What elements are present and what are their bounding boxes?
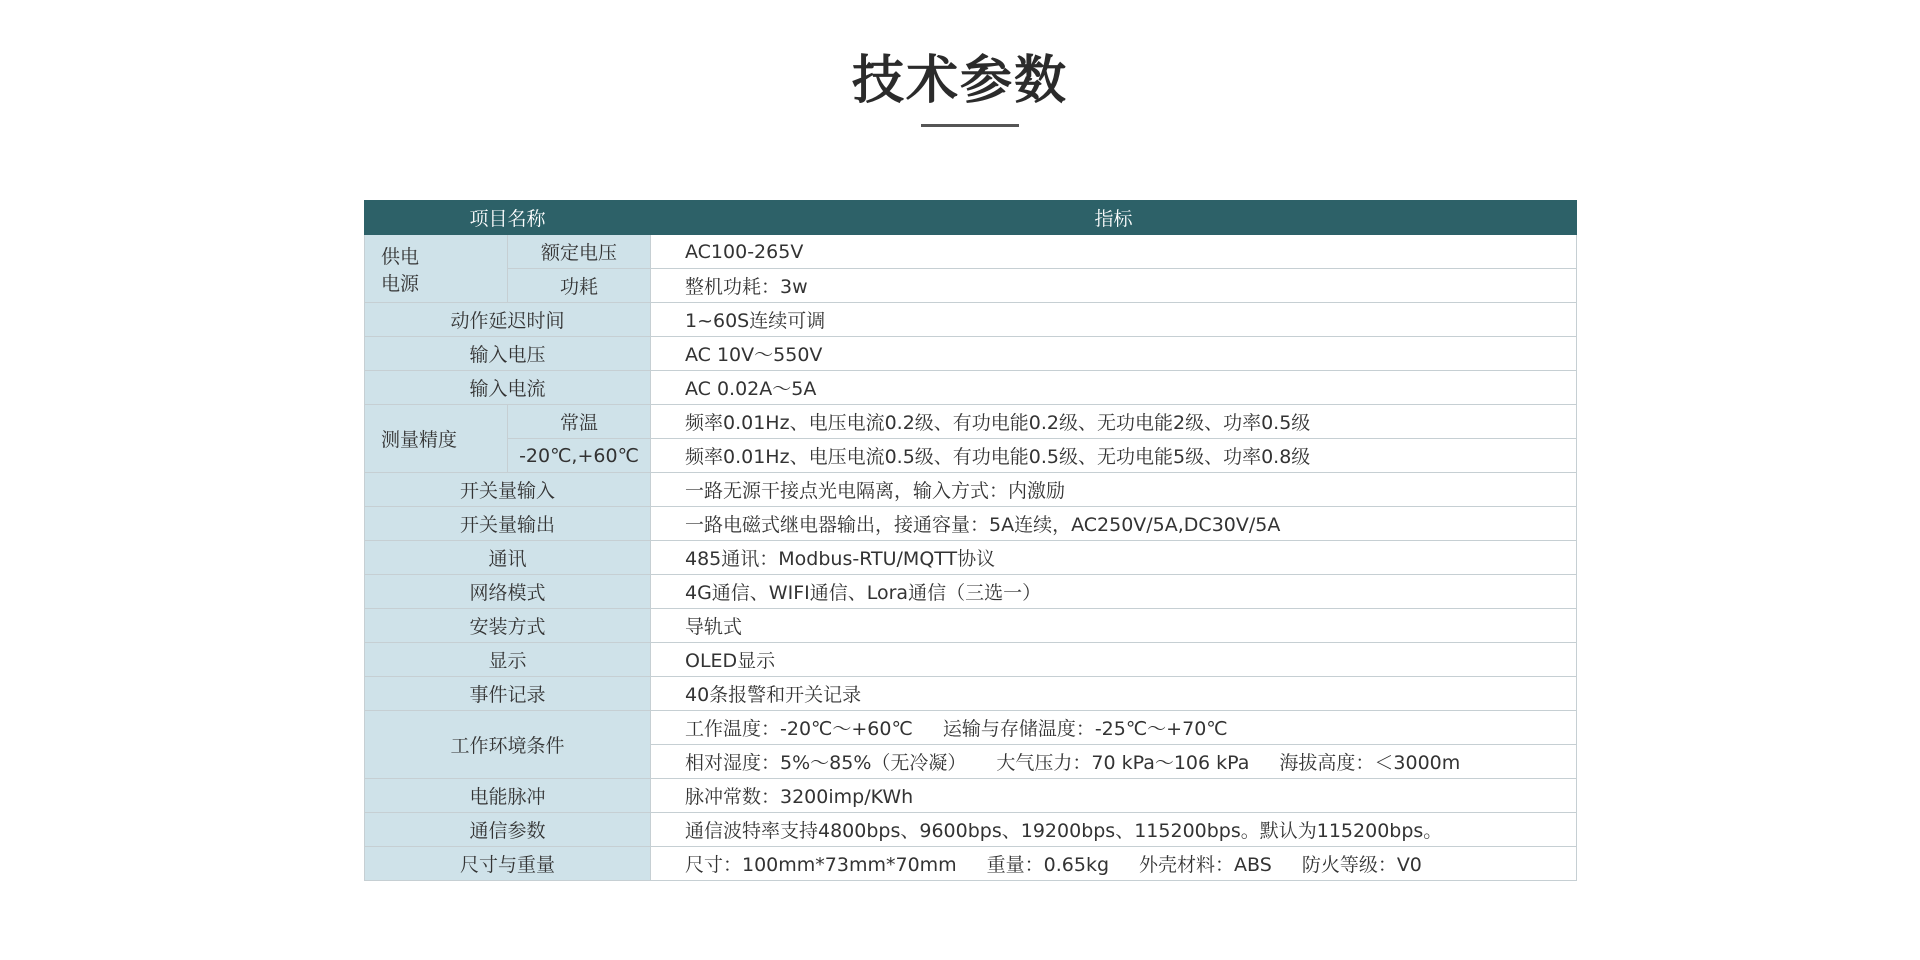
header-col-value: 指标: [651, 201, 1577, 235]
env-label: 工作环境条件: [365, 711, 651, 779]
input-current-label: 输入电流: [365, 371, 651, 405]
accuracy-group-label: 测量精度: [365, 405, 508, 473]
table-row: [365, 405, 1577, 439]
header-col-name: 项目名称: [365, 201, 651, 235]
rated-voltage-value: AC100-265V: [651, 235, 1577, 269]
table-row: [365, 541, 1577, 575]
event-value: 40条报警和开关记录: [651, 677, 1577, 711]
input-voltage-value: AC 10V～550V: [651, 337, 1577, 371]
switch-input-label: 开关量输入: [365, 473, 651, 507]
power-consumption-label: 功耗: [508, 269, 651, 303]
accuracy-normal-value: 频率0.01Hz、电压电流0.2级、有功电能0.2级、无功电能2级、功率0.5级: [651, 405, 1577, 439]
table-row: [365, 609, 1577, 643]
network-label: 网络模式: [365, 575, 651, 609]
accuracy-range-value: 频率0.01Hz、电压电流0.5级、有功电能0.5级、无功电能5级、功率0.8级: [651, 439, 1577, 473]
spec-table: [364, 200, 1577, 881]
table-row: [365, 813, 1577, 847]
table-row: [365, 779, 1577, 813]
env-storage-temp: 运输与存储温度：-25℃～+70℃: [942, 718, 1228, 740]
env-altitude: 海拔高度：＜3000m: [1279, 752, 1461, 774]
accuracy-normal-label: 常温: [508, 405, 651, 439]
display-value: OLED显示: [651, 643, 1577, 677]
comm-param-value: 通信波特率支持4800bps、9600bps、19200bps、115200bps。默认为115200bps。: [651, 813, 1577, 847]
size-value: [651, 847, 1577, 881]
size-material: 外壳材料：ABS: [1139, 854, 1272, 876]
delay-value: 1~60S连续可调: [651, 303, 1577, 337]
pulse-value: 脉冲常数：3200imp/KWh: [651, 779, 1577, 813]
size-dim: 尺寸：100mm*73mm*70mm: [685, 854, 957, 876]
input-voltage-label: 输入电压: [365, 337, 651, 371]
install-label: 安装方式: [365, 609, 651, 643]
table-row: [365, 575, 1577, 609]
delay-label: 动作延迟时间: [365, 303, 651, 337]
table-row: [365, 269, 1577, 303]
pulse-label: 电能脉冲: [365, 779, 651, 813]
table-row: [365, 847, 1577, 881]
env-temp-value: [651, 711, 1577, 745]
switch-output-value: 一路电磁式继电器输出，接通容量：5A连续，AC250V/5A,DC30V/5A: [651, 507, 1577, 541]
env-humidity: 相对湿度：5%～85%（无冷凝）: [685, 752, 967, 774]
power-consumption-value: 整机功耗：3w: [651, 269, 1577, 303]
table-row: [365, 303, 1577, 337]
size-fire: 防火等级：V0: [1301, 854, 1422, 876]
switch-output-label: 开关量输出: [365, 507, 651, 541]
input-current-value: AC 0.02A～5A: [651, 371, 1577, 405]
table-row: [365, 677, 1577, 711]
size-label: 尺寸与重量: [365, 847, 651, 881]
page-title: 技术参数: [851, 51, 1068, 111]
switch-input-value: 一路无源干接点光电隔离，输入方式：内激励: [651, 473, 1577, 507]
table-row: [365, 473, 1577, 507]
event-label: 事件记录: [365, 677, 651, 711]
env-work-temp: 工作温度：-20℃～+60℃: [685, 718, 913, 740]
table-row: [365, 235, 1577, 269]
rated-voltage-label: 额定电压: [508, 235, 651, 269]
accuracy-range-label: -20℃,+60℃: [508, 439, 651, 473]
table-row: [365, 643, 1577, 677]
power-group-line1: 供电: [381, 245, 420, 268]
comm-value: 485通讯：Modbus-RTU/MQTT协议: [651, 541, 1577, 575]
network-value: 4G通信、WIFI通信、Lora通信（三选一）: [651, 575, 1577, 609]
table-row: [365, 439, 1577, 473]
title-underline: [921, 124, 1019, 127]
env-pressure: 大气压力：70 kPa～106 kPa: [996, 752, 1250, 774]
table-row: [365, 507, 1577, 541]
power-group-line2: 电源: [381, 272, 420, 295]
env-climate-value: [651, 745, 1577, 779]
display-label: 显示: [365, 643, 651, 677]
comm-label: 通讯: [365, 541, 651, 575]
comm-param-label: 通信参数: [365, 813, 651, 847]
table-row: [365, 711, 1577, 745]
size-weight: 重量：0.65kg: [986, 854, 1110, 876]
table-row: [365, 371, 1577, 405]
install-value: 导轨式: [651, 609, 1577, 643]
table-row: [365, 337, 1577, 371]
power-group-label: [365, 235, 508, 303]
table-header-row: [365, 201, 1577, 235]
